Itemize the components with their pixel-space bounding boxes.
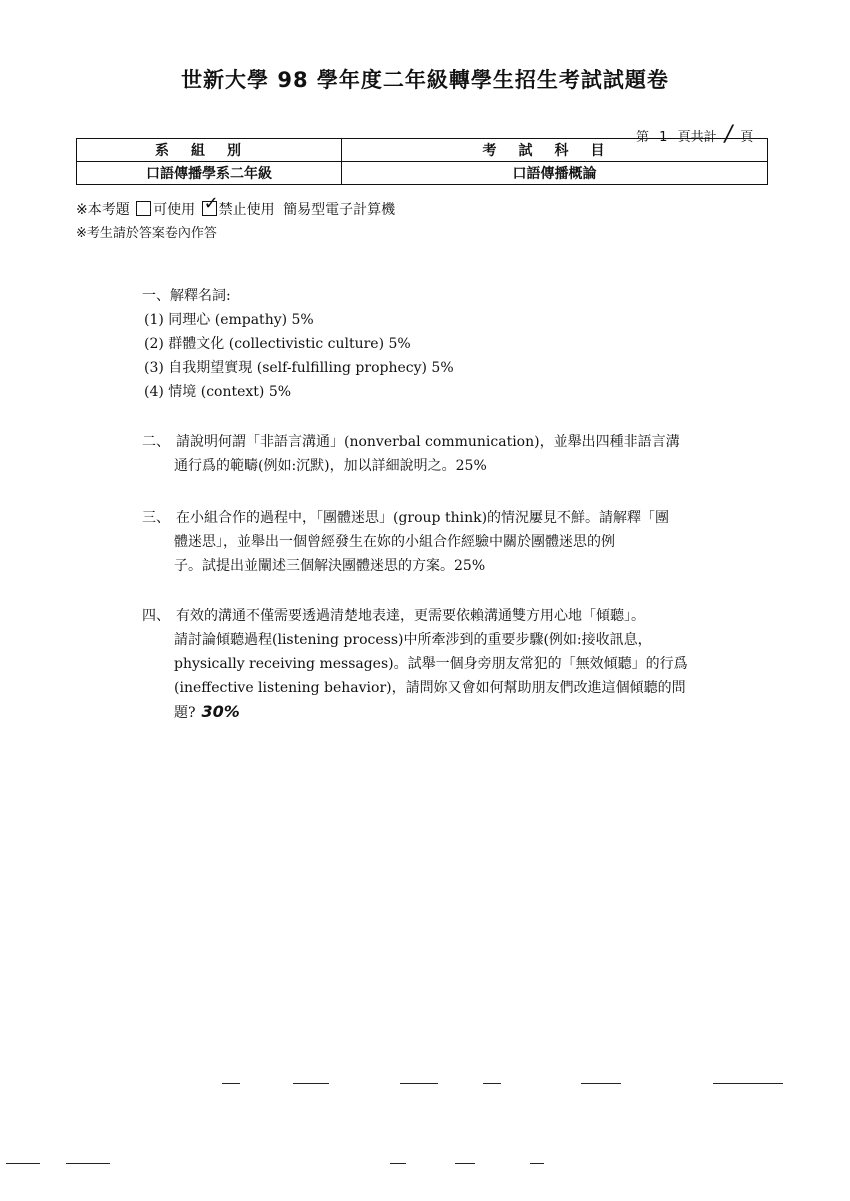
scan-artifact (390, 1163, 406, 1164)
question-1-item: (4) 情境 (context) 5% (144, 384, 292, 400)
question-1-item: (2) 群體文化 (collectivistic culture) 5% (144, 336, 411, 352)
scan-artifact (455, 1163, 475, 1164)
page-label-suffix: 頁 (740, 130, 754, 145)
question-2-line: 通行爲的範疇(例如:沉默)，加以詳細說明之。25% (174, 458, 487, 474)
question-4-number: 四、 (142, 608, 170, 624)
page-label-prefix: 第 (636, 130, 650, 145)
allow-label: 可使用 (153, 202, 196, 218)
calc-suffix: 簡易型電子計算機 (283, 202, 396, 218)
question-3 (142, 506, 742, 578)
question-1 (142, 284, 742, 404)
exam-title: 世新大學 98 學年度二年級轉學生招生考試試題卷 (181, 68, 669, 92)
calc-prefix: ※本考題 (76, 202, 130, 218)
page-total: / (724, 122, 733, 147)
question-4-line: 請討論傾聽過程(listening process)中所牽涉到的重要步驟(例如:接收訊息， (174, 632, 652, 648)
dept-value: 口語傳播學系二年級 (77, 162, 342, 185)
scan-artifact (483, 1083, 501, 1084)
question-2-line: 請說明何謂「非語言溝通」(nonverbal communication)，並舉出四種非語言溝 (176, 434, 680, 450)
subject-value: 口語傳播概論 (342, 162, 768, 185)
scan-artifact (400, 1083, 438, 1084)
question-2-number: 二、 (142, 434, 170, 450)
scan-artifact (293, 1083, 329, 1084)
question-3-line: 在小組合作的過程中，「團體迷思」(group think)的情況屢見不鮮。請解釋「團 (176, 510, 670, 526)
page-number: 1 (659, 130, 668, 145)
question-3-line: 子。試提出並闡述三個解決團體迷思的方案。25% (174, 558, 486, 574)
question-2 (142, 430, 742, 478)
page-label-mid: 頁共計 (677, 130, 717, 145)
scan-artifact (713, 1083, 783, 1084)
question-1-heading: 一、解釋名詞: (142, 288, 231, 304)
scan-artifact (581, 1083, 621, 1084)
answer-note: ※考生請於答案卷內作答 (76, 226, 217, 241)
forbid-checkbox (202, 193, 219, 216)
forbid-label: 禁止使用 (218, 202, 275, 218)
question-4-score: 30% (201, 702, 240, 721)
subject-header: 考試科目 (342, 139, 768, 162)
question-3-number: 三、 (142, 510, 170, 526)
allow-checkbox (136, 201, 151, 216)
question-4-line: physically receiving messages)。試舉一個身旁朋友常犯的「無效傾聽」的行爲 (174, 656, 688, 672)
exam-info-table (76, 138, 768, 185)
question-4-line: (ineffective listening behavior)，請問妳又會如何幫助朋友們改進這個傾聽的問 (174, 680, 686, 696)
dept-header: 系組別 (77, 139, 342, 162)
scan-artifact (530, 1163, 544, 1164)
question-4-line: 題? (174, 705, 196, 721)
check-mark-icon: ✓ (203, 193, 219, 214)
question-3-line: 體迷思」，並舉出一個曾經發生在妳的小組合作經驗中關於團體迷思的例 (174, 534, 615, 550)
scan-artifact (222, 1083, 240, 1084)
scan-artifact (6, 1163, 40, 1164)
scan-artifact (66, 1163, 110, 1164)
question-4 (142, 604, 742, 725)
calculator-note (76, 193, 396, 219)
question-1-item: (3) 自我期望實現 (self-fulfilling prophecy) 5% (144, 360, 454, 376)
question-1-item: (1) 同理心 (empathy) 5% (144, 312, 314, 328)
question-4-line: 有效的溝通不僅需要透過清楚地表達，更需要依賴溝通雙方用心地「傾聽」。 (176, 608, 645, 624)
